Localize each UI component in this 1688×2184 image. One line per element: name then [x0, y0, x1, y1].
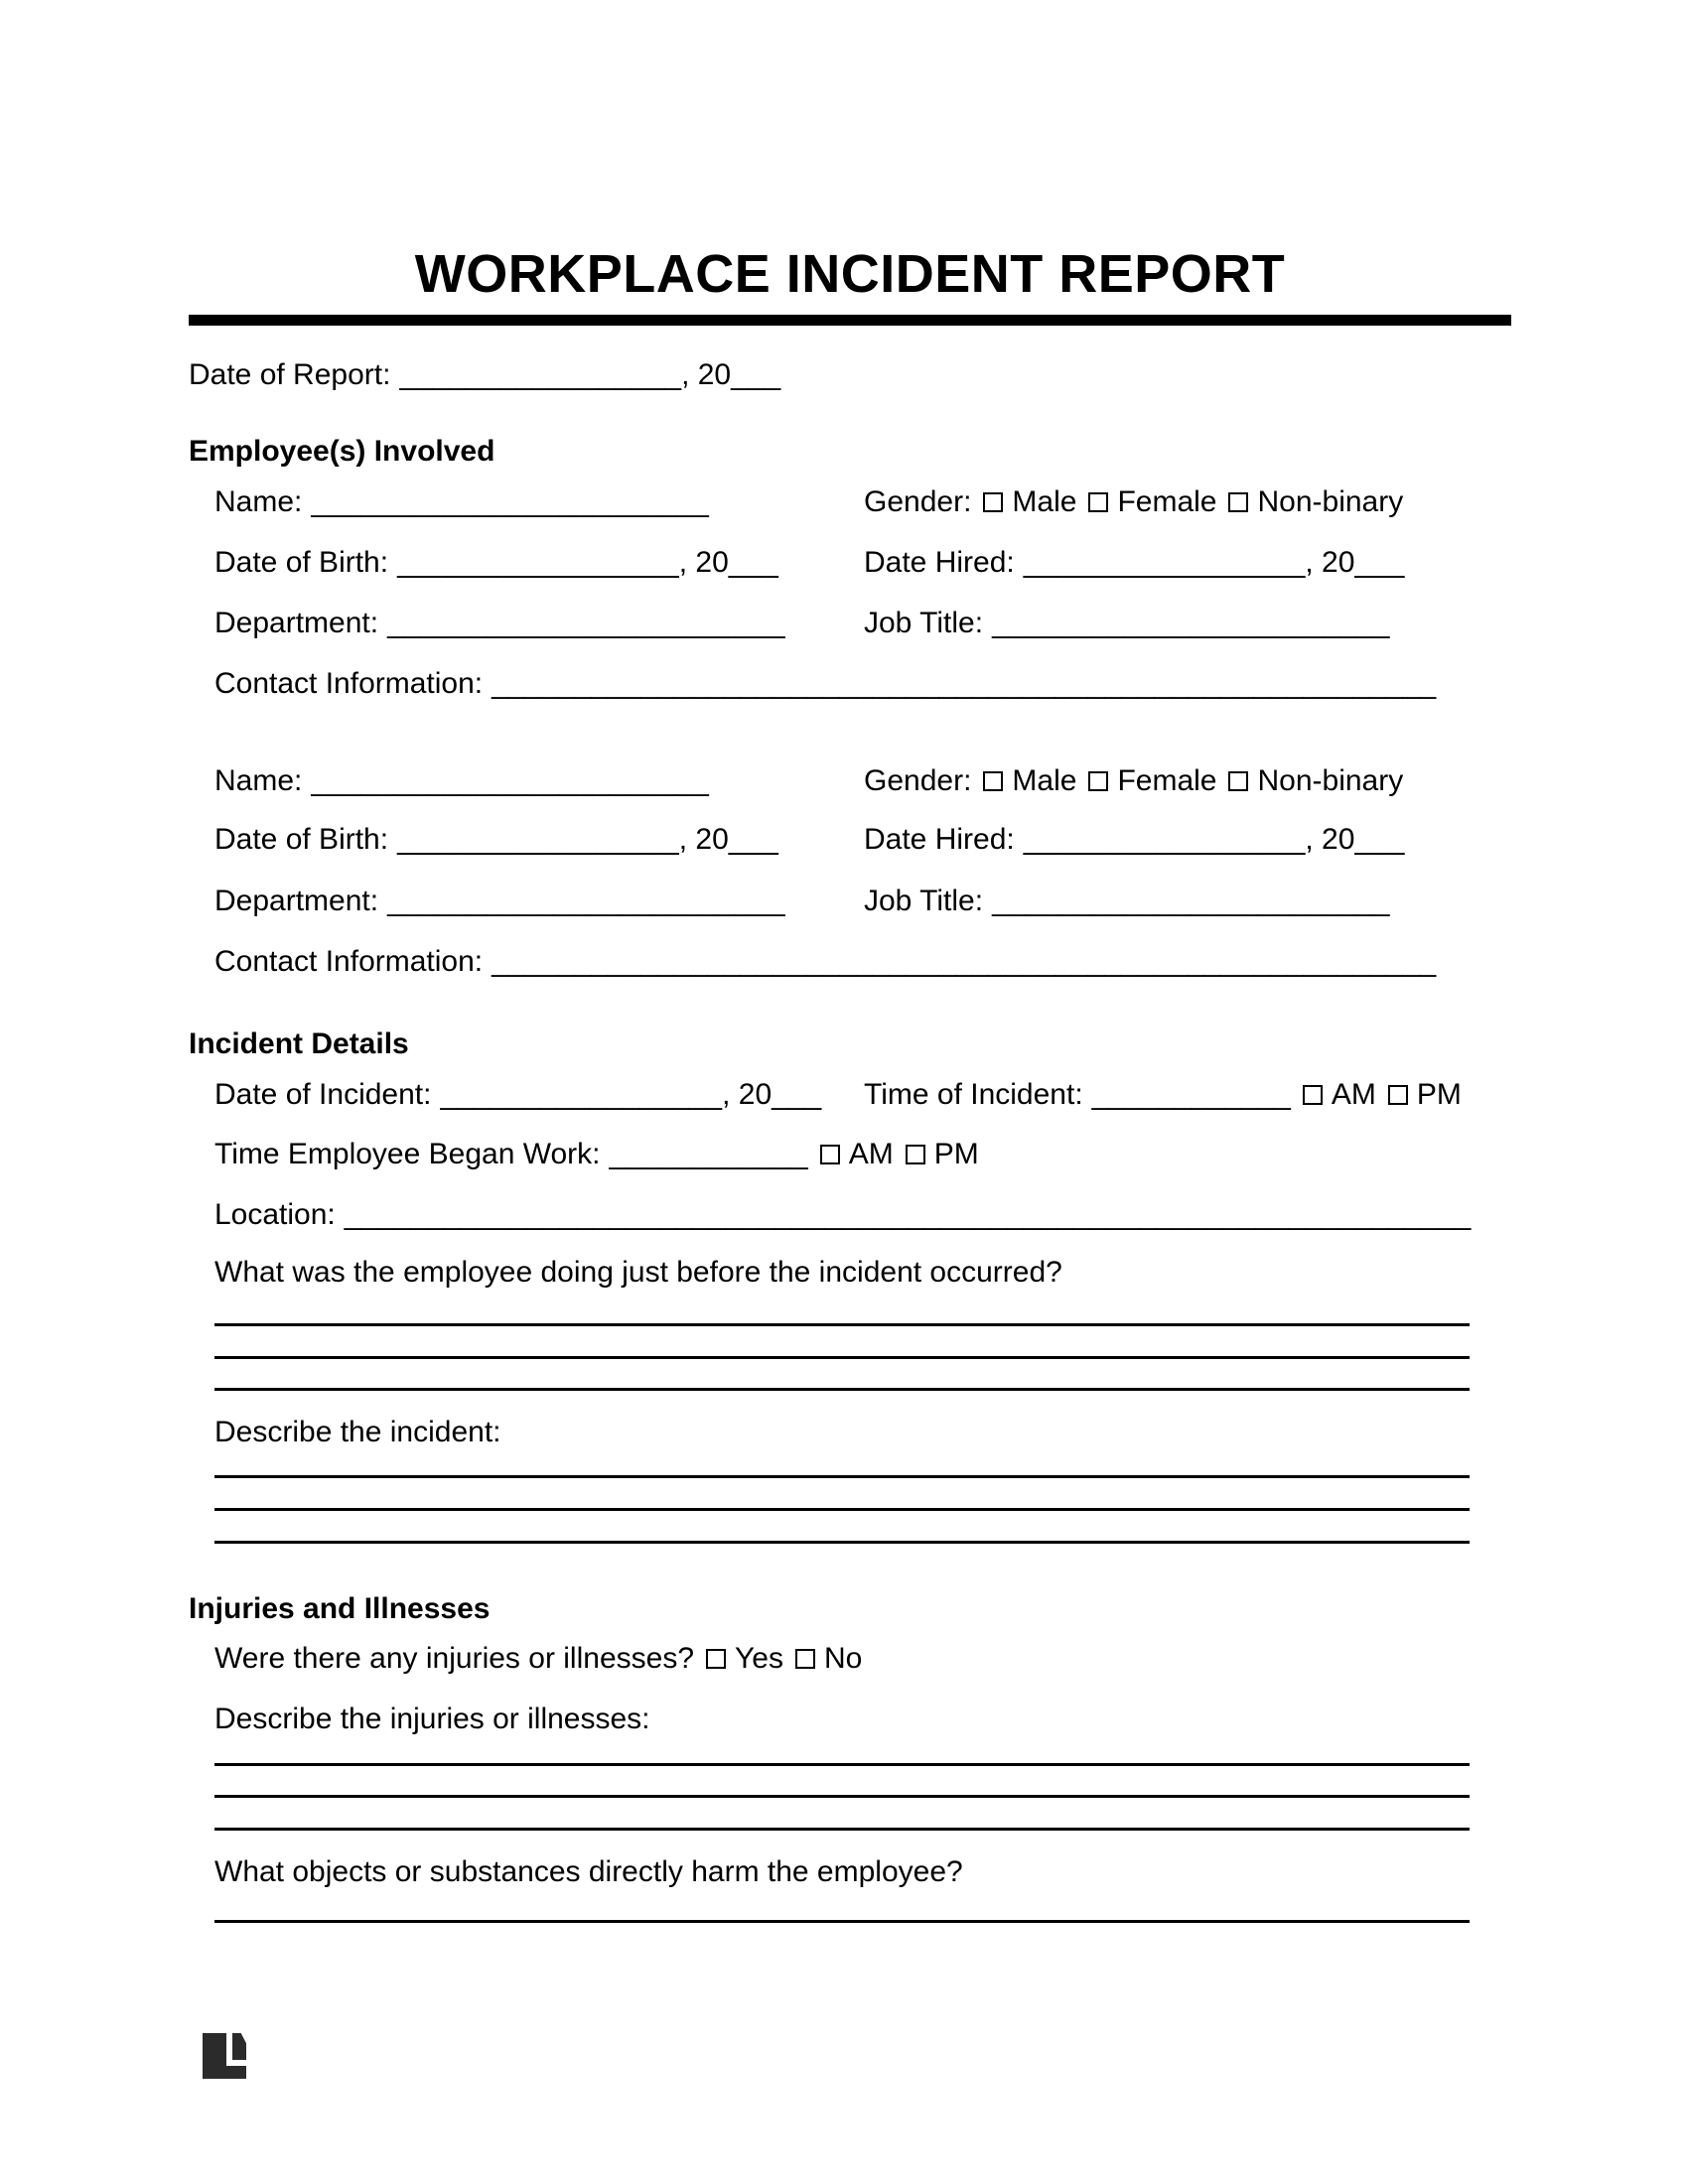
department-label: Department: — [214, 885, 379, 917]
date-hired-label: Date Hired: — [864, 823, 1015, 856]
checkbox-label-am: AM — [1331, 1078, 1376, 1111]
title-divider — [189, 315, 1511, 326]
incident-date-time-row — [189, 1077, 1511, 1113]
checkbox-label-yes: Yes — [735, 1642, 783, 1675]
date-hired-year-blank[interactable]: , 20___ — [1305, 546, 1405, 579]
dob-year-blank[interactable]: , 20___ — [678, 546, 778, 579]
employee2-name-gender-row — [189, 763, 1511, 799]
checkbox-label-nonbinary: Non-binary — [1257, 764, 1404, 797]
employee2-dept-title-row — [189, 884, 1511, 919]
location-label: Location: — [214, 1198, 336, 1231]
employee1-contact-row — [189, 666, 1511, 702]
dob-blank[interactable]: _________________ — [397, 546, 679, 579]
answer-line[interactable] — [214, 1323, 1470, 1326]
name-label: Name: — [214, 764, 303, 797]
checkbox-no[interactable] — [795, 1649, 815, 1669]
answer-line[interactable] — [214, 1541, 1470, 1544]
answer-line[interactable] — [214, 1356, 1470, 1359]
job-title-blank[interactable]: ________________________ — [992, 885, 1390, 917]
checkbox-yes[interactable] — [706, 1649, 726, 1669]
contact-label: Contact Information: — [214, 945, 484, 978]
checkbox-pm[interactable] — [1388, 1085, 1408, 1105]
checkbox-nonbinary[interactable] — [1228, 492, 1248, 512]
dob-year-blank[interactable]: , 20___ — [678, 823, 778, 856]
name-blank[interactable]: ________________________ — [311, 764, 709, 797]
checkbox-label-female: Female — [1117, 764, 1217, 797]
answer-line[interactable] — [214, 1388, 1470, 1391]
time-began-work-blank[interactable]: ____________ — [609, 1138, 808, 1170]
section-heading-injuries: Injuries and Illnesses — [189, 1592, 491, 1625]
checkbox-label-male: Male — [1012, 764, 1077, 797]
time-began-work-label: Time Employee Began Work: — [214, 1138, 601, 1170]
contact-label: Contact Information: — [214, 667, 484, 700]
section-heading-employees: Employee(s) Involved — [189, 435, 495, 468]
time-of-incident-label: Time of Incident: — [864, 1078, 1083, 1111]
answer-line[interactable] — [214, 1828, 1470, 1831]
date-of-report-year-blank[interactable]: , 20___ — [681, 358, 781, 391]
dob-blank[interactable]: _________________ — [397, 823, 679, 856]
checkbox-am[interactable] — [820, 1145, 840, 1164]
checkbox-am[interactable] — [1303, 1085, 1323, 1105]
checkbox-label-no: No — [823, 1642, 863, 1675]
legal-templates-logo — [203, 2033, 246, 2079]
date-of-incident-label: Date of Incident: — [214, 1078, 432, 1111]
checkbox-female[interactable] — [1088, 492, 1108, 512]
checkbox-nonbinary[interactable] — [1228, 771, 1248, 791]
employee1-dob-hired-row — [189, 545, 1511, 581]
answer-line[interactable] — [214, 1920, 1470, 1923]
department-label: Department: — [214, 607, 379, 639]
employee2-dob-hired-row — [189, 822, 1511, 858]
logo-shape — [203, 2066, 246, 2079]
employee1-name-gender-row — [189, 484, 1511, 520]
time-began-work-row — [189, 1137, 1511, 1172]
employee2-contact-row — [189, 944, 1511, 980]
name-label: Name: — [214, 485, 303, 518]
date-hired-blank[interactable]: _________________ — [1023, 823, 1306, 856]
date-of-incident-year-blank[interactable]: , 20___ — [722, 1078, 822, 1111]
location-blank[interactable]: ____________________________________________________________________ — [344, 1198, 1472, 1231]
date-hired-label: Date Hired: — [864, 546, 1015, 579]
checkbox-pm[interactable] — [906, 1145, 925, 1164]
gender-label: Gender: — [864, 485, 972, 518]
checkbox-label-pm: PM — [1416, 1078, 1462, 1111]
answer-line[interactable] — [214, 1795, 1470, 1798]
answer-line[interactable] — [214, 1475, 1470, 1478]
department-blank[interactable]: ________________________ — [387, 607, 785, 639]
any-injuries-row — [189, 1641, 1511, 1677]
logo-shape — [232, 2033, 246, 2060]
checkbox-male[interactable] — [983, 492, 1003, 512]
contact-blank[interactable]: _________________________________________________________ — [492, 667, 1437, 700]
location-row — [189, 1197, 1511, 1233]
checkbox-male[interactable] — [983, 771, 1003, 791]
checkbox-label-am: AM — [848, 1138, 894, 1170]
question-describe-injuries: Describe the injuries or illnesses: — [214, 1703, 650, 1735]
date-of-incident-blank[interactable]: _________________ — [440, 1078, 723, 1111]
checkbox-label-pm: PM — [933, 1138, 979, 1170]
checkbox-female[interactable] — [1088, 771, 1108, 791]
name-blank[interactable]: ________________________ — [311, 485, 709, 518]
time-of-incident-blank[interactable]: ____________ — [1091, 1078, 1291, 1111]
any-injuries-label: Were there any injuries or illnesses? — [214, 1642, 695, 1675]
department-blank[interactable]: ________________________ — [387, 885, 785, 917]
date-of-report-blank[interactable]: _________________ — [399, 358, 682, 391]
dob-label: Date of Birth: — [214, 823, 389, 856]
dob-label: Date of Birth: — [214, 546, 389, 579]
section-heading-incident-details: Incident Details — [189, 1027, 409, 1060]
question-describe-incident: Describe the incident: — [214, 1416, 501, 1448]
checkbox-label-male: Male — [1012, 485, 1077, 518]
date-of-report-label: Date of Report: — [189, 358, 391, 391]
job-title-blank[interactable]: ________________________ — [992, 607, 1390, 639]
page-title: WORKPLACE INCIDENT REPORT — [414, 244, 1286, 304]
answer-line[interactable] — [214, 1508, 1470, 1511]
job-title-label: Job Title: — [864, 885, 984, 917]
gender-label: Gender: — [864, 764, 972, 797]
job-title-label: Job Title: — [864, 607, 984, 639]
checkbox-label-female: Female — [1117, 485, 1217, 518]
question-objects-substances: What objects or substances directly harm the employee? — [214, 1855, 963, 1888]
date-hired-year-blank[interactable]: , 20___ — [1305, 823, 1405, 856]
checkbox-label-nonbinary: Non-binary — [1257, 485, 1404, 518]
date-hired-blank[interactable]: _________________ — [1023, 546, 1306, 579]
question-before-incident: What was the employee doing just before the incident occurred? — [214, 1256, 1062, 1289]
contact-blank[interactable]: _________________________________________________________ — [492, 945, 1437, 978]
answer-line[interactable] — [214, 1763, 1470, 1766]
date-of-report-row — [189, 357, 1511, 393]
employee1-dept-title-row — [189, 606, 1511, 641]
